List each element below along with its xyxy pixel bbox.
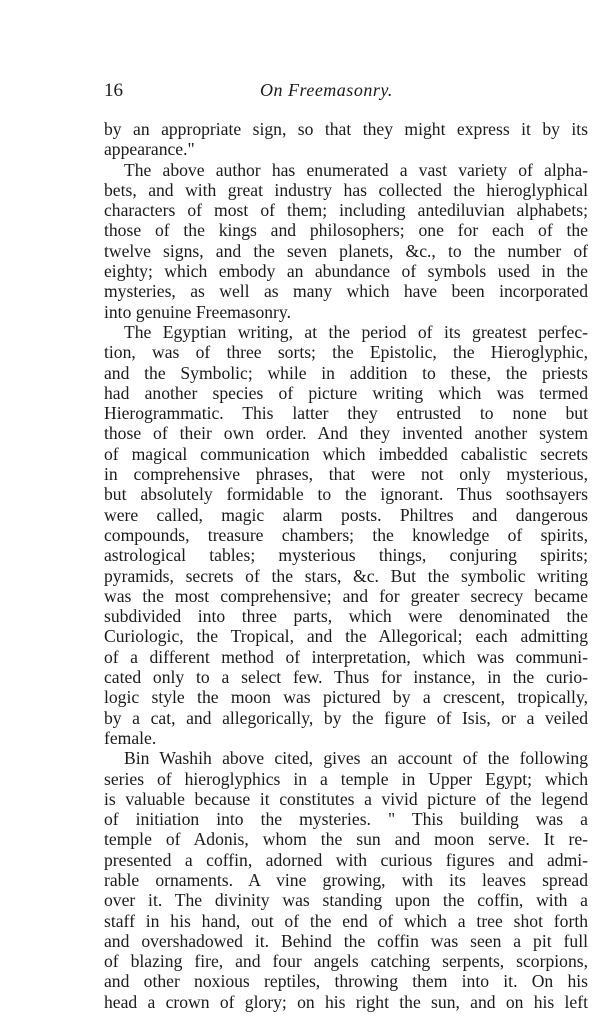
text-line: is valuable because it constitutes a vivid picture of the legend [104, 788, 588, 809]
text-line: logic style the moon was pictured by a crescent, tropically, [104, 687, 588, 708]
text-line: and the Symbolic; while in addition to these, the priests [104, 362, 588, 383]
text-line: staff in his hand, out of the end of which a tree shot forth [104, 910, 588, 931]
text-line: astrological tables; mysterious things, conjuring spirits; [104, 545, 588, 566]
text-line: by a cat, and allegorically, by the figure of Isis, or a veiled [104, 707, 588, 728]
text-line: was the most comprehensive; and for greater secrecy became [104, 585, 588, 606]
text-line: tion, was of three sorts; the Epistolic, the Hieroglyphic, [104, 342, 588, 363]
text-line: twelve signs, and the seven planets, &c., to the number of [104, 240, 588, 261]
text-line: of magical communication which imbedded cabalistic secrets [104, 443, 588, 464]
text-line: series of hieroglyphics in a temple in Upper Egypt; which [104, 768, 588, 789]
text-line: into genuine Freemasonry. [104, 301, 291, 322]
text-line: of a different method of interpretation, which was communi- [104, 646, 588, 667]
text-line: Curiologic, the Tropical, and the Allegorical; each admitting [104, 626, 588, 647]
text-line: by an appropriate sign, so that they might express it by its [104, 119, 588, 139]
page-number: 16 [104, 80, 123, 101]
text-line: appearance." [104, 139, 195, 160]
text-line: and other noxious reptiles, throwing them into it. On his [104, 971, 588, 992]
text-line: had another species of picture writing which was termed [104, 382, 588, 403]
text-line: cated only to a select few. Thus for instance, in the curio- [104, 667, 588, 688]
text-line: head a crown of glory; on his right the sun, and on his left [104, 991, 588, 1012]
text-line: mysteries, as well as many which have been incorporated [104, 281, 588, 302]
text-line: of blazing fire, and four angels catching serpents, scorpions, [104, 951, 588, 972]
text-line: characters of most of them; including antediluvian alphabets; [104, 200, 588, 221]
text-line: of initiation into the mysteries. " This building was a [104, 809, 588, 830]
text-line: but absolutely formidable to the ignorant. Thus soothsayers [104, 484, 588, 505]
text-line: subdivided into three parts, which were denominated the [104, 606, 588, 627]
body-text [104, 119, 588, 1012]
text-line: those of the kings and philosophers; one for each of the [104, 220, 588, 241]
running-head: On Freemasonry. [260, 80, 393, 100]
text-line: and overshadowed it. Behind the coffin was seen a pit full [104, 930, 588, 951]
page-header [104, 80, 586, 104]
text-line: The above author has enumerated a vast variety of alpha- [124, 159, 588, 180]
text-line: temple of Adonis, whom the sun and moon serve. It re- [104, 829, 588, 850]
text-line: Hierogrammatic. This latter they entrusted to none but [104, 403, 588, 424]
text-line: were called, magic alarm posts. Philtres and dangerous [104, 504, 588, 525]
text-line: in comprehensive phrases, that were not only mysterious, [104, 464, 588, 485]
text-line: female. [104, 727, 157, 748]
text-line: eighty; which embody an abundance of symbols used in the [104, 261, 588, 282]
text-line: over it. The divinity was standing upon the coffin, with a [104, 890, 588, 911]
text-line: those of their own order. And they invented another system [104, 423, 588, 444]
text-line: rable ornaments. A vine growing, with its leaves spread [104, 869, 588, 890]
text-line: bets, and with great industry has collected the hieroglyphical [104, 179, 588, 200]
text-line: The Egyptian writing, at the period of its greatest perfec- [124, 321, 588, 342]
text-line: pyramids, secrets of the stars, &c. But the symbolic writing [104, 565, 588, 586]
text-line: compounds, treasure chambers; the knowledge of spirits, [104, 524, 588, 545]
text-line: Bin Washih above cited, gives an account of the following [124, 748, 588, 769]
text-line: presented a coffin, adorned with curious figures and admi- [104, 849, 588, 870]
